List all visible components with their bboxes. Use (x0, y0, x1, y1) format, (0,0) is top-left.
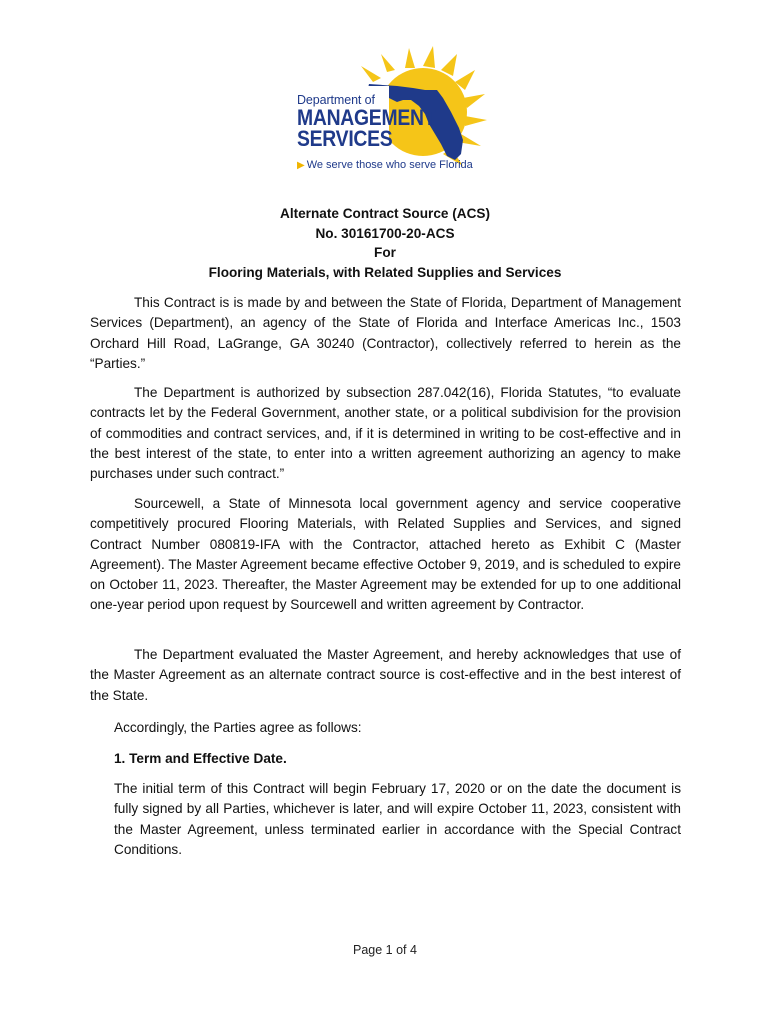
play-arrow-icon: ▶ (297, 160, 305, 171)
section-1-heading: 1. Term and Effective Date. (114, 751, 287, 766)
logo-management: MANAGEMENT (297, 105, 436, 130)
logo-services: SERVICES (297, 126, 393, 151)
section-1-body: The initial term of this Contract will begin February 17, 2020 or on the date the document is fully signed by all Parties, whichever is later, and will expire October 11, 2023, consistent with the Master Agreement, unless terminated earlier in accordance with the Special Contract Conditions. (114, 781, 681, 857)
paragraph-authority: The Department is authorized by subsection 287.042(16), Florida Statutes, “to evaluate contracts let by the Federal Government, another state, or a political subdivision for the provision of commodities and contract services, and, if it is determined in writing to be cost-effective and in the best interest of the state, to enter into a written agreement authorizing an agency to make purchases under such contract.” (90, 385, 681, 482)
title-line-3: For (374, 245, 396, 260)
tagline-text: We serve those who serve Florida (306, 159, 473, 171)
paragraph-evaluation: The Department evaluated the Master Agreement, and hereby acknowledges that use of the Master Agreement as an alternate contract source is cost-effective and in the best interest of the State. (90, 647, 681, 703)
logo-department-of: Department of (297, 93, 375, 107)
logo-text (297, 93, 454, 149)
document-title (0, 204, 770, 282)
dms-logo (285, 40, 525, 180)
page-number: Page 1 of 4 (353, 943, 417, 957)
title-line-1: Alternate Contract Source (ACS) (280, 206, 490, 221)
paragraph-sourcewell: Sourcewell, a State of Minnesota local government agency and service cooperative competitively procured Flooring Materials, with Related Supplies and Services, and signed Contract Number 080819-IFA with the Contractor, attached hereto as Exhibit C (Master Agreement). The Master Agreement became effective October 9, 2019, and is scheduled to expire on October 11, 2023. Thereafter, the Master Agreement may be extended for up to one additional one-year period upon request by Sourcewell and written agreement by Contractor. (90, 496, 681, 613)
logo-tagline (297, 159, 473, 171)
paragraph-agreement: Accordingly, the Parties agree as follows: (114, 720, 362, 735)
title-line-2: No. 30161700-20-ACS (315, 225, 455, 241)
title-line-4: Flooring Materials, with Related Supplies and Services (208, 264, 562, 280)
paragraph-parties: This Contract is is made by and between the State of Florida, Department of Management Services (Department), an agency of the State of Florida and Interface Americas Inc., 1503 Orchard Hill Road, LaGrange, GA 30240 (Contractor), collectively referred to herein as the “Parties.” (90, 295, 681, 371)
